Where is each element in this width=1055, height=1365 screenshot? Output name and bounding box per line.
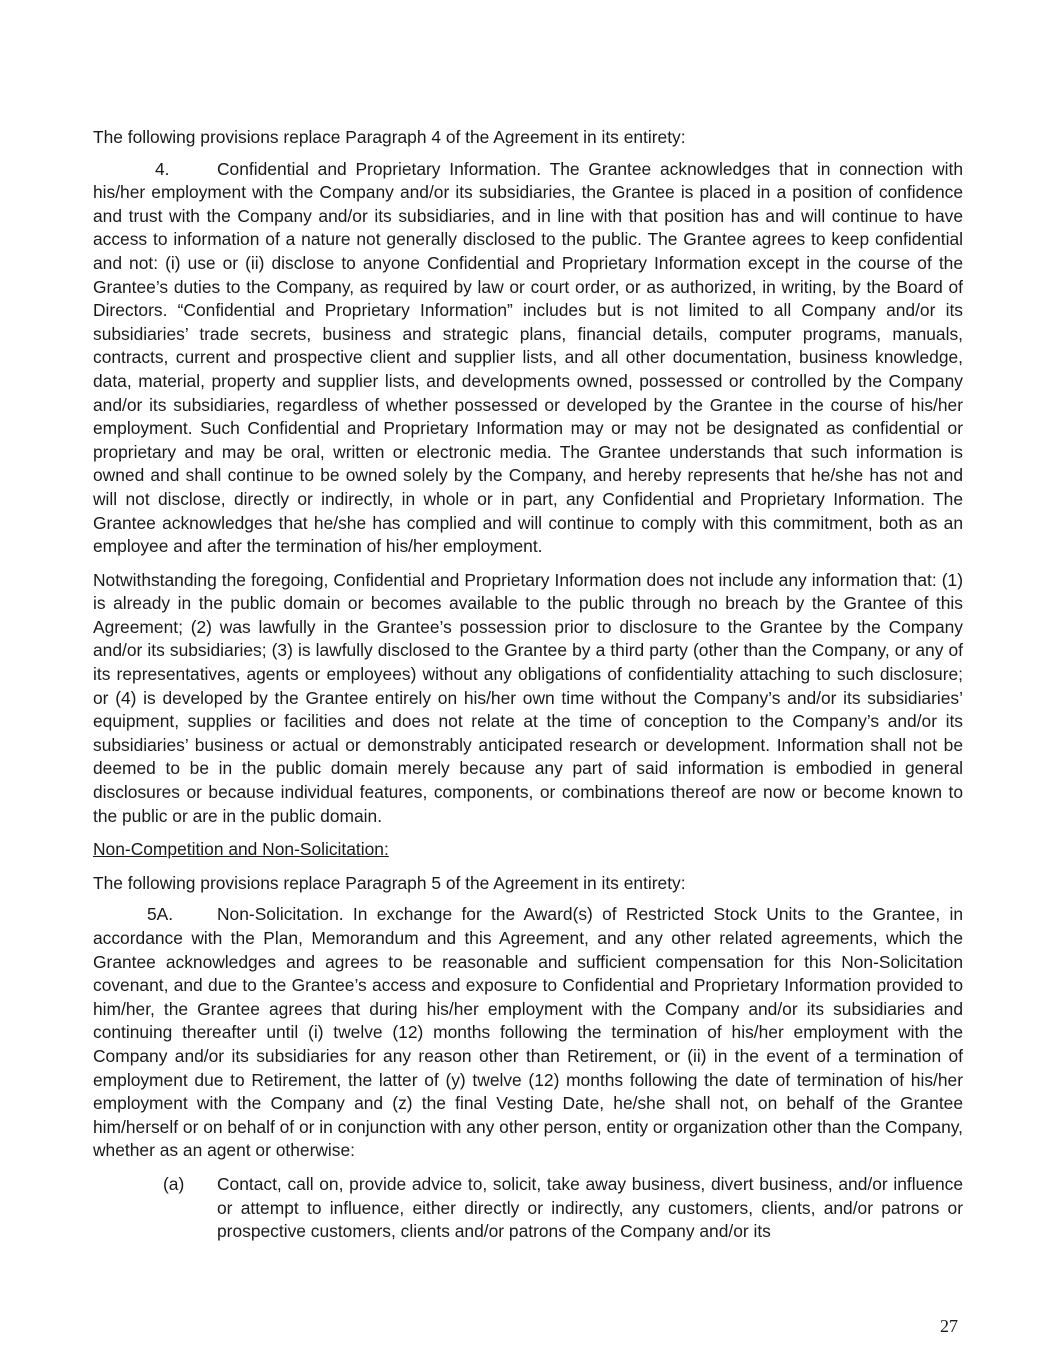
list-item-a-text: Contact, call on, provide advice to, solicit, take away business, divert business, and/or influence or attempt to influence, either directly or indirectly, any customers, clients, and/or patrons or prospective customers, clients and/or patrons of the Company and/or its [217, 1173, 963, 1242]
intro-paragraph-5: The following provisions replace Paragraph 5 of the Agreement in its entirety: [93, 872, 686, 893]
page-number: 27 [940, 1316, 958, 1336]
paragraph-4 [93, 158, 963, 559]
paragraph-5a [93, 903, 963, 1163]
list-item-a [93, 1173, 963, 1244]
notwithstanding-paragraph: Notwithstanding the foregoing, Confidential and Proprietary Information does not include any information that: (1) is already in the public domain or becomes available to the public through no breach by the Grantee of this Agreement; (2) was lawfully in the Grantee’s possession prior to disclosure to the Grantee by the Company and/or its subsidiaries; (3) is lawfully disclosed to the Grantee by a third party (other than the Company, or any of its representatives, agents or employees) without any obligations of confidentiality attaching to such disclosure; or (4) is developed by the Grantee entirely on his/her own time without the Company’s and/or its subsidiaries’ equipment, supplies or facilities and does not relate at the time of conception to the Company’s and/or its subsidiaries’ business or actual or demonstrably anticipated research or development. Information shall not be deemed to be in the public domain merely because any part of said information is embodied in general disclosures or because individual features, components, or combinations thereof are now or become known to the public or are in the public domain. [93, 569, 963, 826]
paragraph-4-number: 4. [155, 158, 170, 179]
intro-paragraph-4: The following provisions replace Paragraph 4 of the Agreement in its entirety: [93, 127, 686, 147]
list-item-a-label: (a) [163, 1173, 185, 1194]
paragraph-5a-number: 5A. [147, 904, 174, 925]
document-body [93, 126, 963, 1244]
section-heading: Non-Competition and Non-Solicitation: [93, 839, 389, 860]
paragraph-5a-text: Non-Solicitation. In exchange for the Award(s) of Restricted Stock Units to the Grantee, in accordance with the Plan, Memorandum and this Agreement, and any other related agreements, which the Grantee acknowledges and agrees to be reasonable and sufficient compensation for this Non-Solicitation covenant, and due to the Grantee’s access and exposure to Confidential and Proprietary Information provided to him/her, the Grantee agrees that during his/her employment with the Company and/or its subsidiaries and continuing thereafter until (i) twelve (12) months following the termination of his/her employment with the Company and/or its subsidiaries for any reason other than Retirement, or (ii) in the event of a termination of employment due to Retirement, the latter of (y) twelve (12) months following the date of termination of his/her employment with the Company and (z) the final Vesting Date, he/she shall not, on behalf of the Grantee him/herself or on behalf of or in conjunction with any other person, entity or organization other than the Company, whether as an agent or otherwise: [93, 904, 963, 1161]
paragraph-4-text: Confidential and Proprietary Information. The Grantee acknowledges that in connection with his/her employment with the Company and/or its subsidiaries, the Grantee is placed in a position of confidence and trust with the Company and/or its subsidiaries, and in line with that position has and will continue to have access to information of a nature not generally disclosed to the public. The Grantee agrees to keep confidential and not: (i) use or (ii) disclose to anyone Confidential and Proprietary Information except in the course of the Grantee’s duties to the Company, as required by law or court order, or as authorized, in writing, by the Board of Directors. “Confidential and Proprietary Information” includes but is not limited to all Company and/or its subsidiaries’ trade secrets, business and strategic plans, financial details, computer programs, manuals, contracts, current and prospective client and supplier lists, and all other documentation, business knowledge, data, material, property and supplier lists, and developments owned, possessed or controlled by the Company and/or its subsidiaries, regardless of whether possessed or developed by the Grantee in the course of his/her employment. Such Confidential and Proprietary Information may or may not be designated as confidential or proprietary and may be oral, written or electronic media. The Grantee understands that such information is owned and shall continue to be owned solely by the Company, and hereby represents that he/she has not and will not disclose, directly or indirectly, in whole or in part, any Confidential and Proprietary Information. The Grantee acknowledges that he/she has complied and will continue to comply with this commitment, both as an employee and after the termination of his/her employment. [93, 158, 963, 557]
